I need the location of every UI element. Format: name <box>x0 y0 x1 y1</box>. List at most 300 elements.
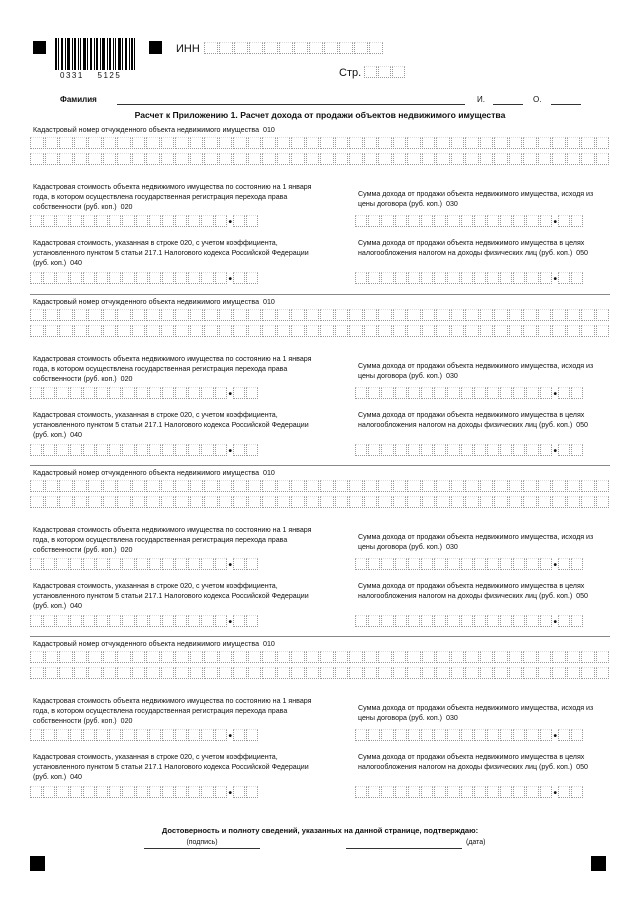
entry-cell[interactable] <box>436 153 450 165</box>
entry-cell[interactable] <box>523 651 537 663</box>
entry-cell[interactable] <box>201 444 213 456</box>
entry-cell[interactable] <box>215 387 227 399</box>
entry-cell[interactable] <box>43 272 55 284</box>
entry-cell[interactable] <box>45 667 59 679</box>
entry-cell[interactable] <box>215 215 227 227</box>
entry-cell[interactable] <box>393 496 407 508</box>
entry-cell[interactable] <box>277 153 291 165</box>
entry-cell[interactable] <box>109 444 121 456</box>
entry-cell[interactable] <box>136 272 148 284</box>
entry-cell[interactable] <box>161 651 175 663</box>
entry-cell[interactable] <box>149 786 161 798</box>
entry-cell[interactable] <box>188 272 200 284</box>
entry-cell[interactable] <box>474 786 486 798</box>
entry-cell[interactable] <box>201 272 213 284</box>
entry-cell[interactable] <box>558 729 570 741</box>
entry-cell[interactable] <box>571 729 583 741</box>
entry-cell[interactable] <box>395 272 407 284</box>
entry-cell[interactable] <box>540 729 552 741</box>
entry-cell[interactable] <box>190 651 204 663</box>
entry-cell[interactable] <box>540 215 552 227</box>
entry-cell[interactable] <box>103 480 117 492</box>
entry-cell[interactable] <box>552 496 566 508</box>
entry-cell[interactable] <box>88 153 102 165</box>
entry-cell[interactable] <box>201 387 213 399</box>
entry-cell[interactable] <box>434 786 446 798</box>
entry-cell[interactable] <box>571 444 583 456</box>
entry-cell[interactable] <box>219 325 233 337</box>
entry-cell[interactable] <box>45 137 59 149</box>
entry-cell[interactable] <box>480 651 494 663</box>
entry-cell[interactable] <box>349 325 363 337</box>
entry-cell[interactable] <box>523 325 537 337</box>
entry-cell[interactable] <box>233 615 245 627</box>
entry-cell[interactable] <box>103 137 117 149</box>
entry-cell[interactable] <box>494 667 508 679</box>
entry-cell[interactable] <box>136 215 148 227</box>
entry-cell[interactable] <box>434 215 446 227</box>
entry-cell[interactable] <box>487 272 499 284</box>
entry-cell[interactable] <box>364 480 378 492</box>
entry-cell[interactable] <box>526 387 538 399</box>
entry-cell[interactable] <box>246 387 258 399</box>
entry-cell[interactable] <box>335 325 349 337</box>
entry-cell[interactable] <box>149 558 161 570</box>
entry-cell[interactable] <box>201 786 213 798</box>
entry-cell[interactable] <box>146 496 160 508</box>
entry-cell[interactable] <box>161 153 175 165</box>
entry-cell[interactable] <box>407 651 421 663</box>
entry-cell[interactable] <box>201 558 213 570</box>
entry-cell[interactable] <box>136 444 148 456</box>
entry-cell[interactable] <box>59 480 73 492</box>
entry-cell[interactable] <box>306 325 320 337</box>
entry-cell[interactable] <box>320 309 334 321</box>
entry-cell[interactable] <box>596 137 610 149</box>
entry-cell[interactable] <box>474 615 486 627</box>
entry-cell[interactable] <box>219 309 233 321</box>
entry-cell[interactable] <box>392 66 405 78</box>
entry-cell[interactable] <box>188 558 200 570</box>
entry-cell[interactable] <box>422 480 436 492</box>
entry-cell[interactable] <box>487 558 499 570</box>
entry-cell[interactable] <box>567 651 581 663</box>
entry-cell[interactable] <box>381 387 393 399</box>
entry-cell[interactable] <box>538 137 552 149</box>
entry-cell[interactable] <box>70 729 82 741</box>
contract-income-field[interactable] <box>355 729 584 741</box>
entry-cell[interactable] <box>581 667 595 679</box>
entry-cell[interactable] <box>233 558 245 570</box>
entry-cell[interactable] <box>246 615 258 627</box>
entry-cell[interactable] <box>408 558 420 570</box>
entry-cell[interactable] <box>540 558 552 570</box>
entry-cell[interactable] <box>552 325 566 337</box>
entry-cell[interactable] <box>552 651 566 663</box>
entry-cell[interactable] <box>74 153 88 165</box>
entry-cell[interactable] <box>219 153 233 165</box>
entry-cell[interactable] <box>306 667 320 679</box>
entry-cell[interactable] <box>70 558 82 570</box>
entry-cell[interactable] <box>175 729 187 741</box>
entry-cell[interactable] <box>378 153 392 165</box>
entry-cell[interactable] <box>461 615 473 627</box>
entry-cell[interactable] <box>204 309 218 321</box>
entry-cell[interactable] <box>248 309 262 321</box>
entry-cell[interactable] <box>96 444 108 456</box>
entry-cell[interactable] <box>30 444 42 456</box>
entry-cell[interactable] <box>447 615 459 627</box>
entry-cell[interactable] <box>422 496 436 508</box>
entry-cell[interactable] <box>451 480 465 492</box>
entry-cell[interactable] <box>246 558 258 570</box>
entry-cell[interactable] <box>30 558 42 570</box>
entry-cell[interactable] <box>571 215 583 227</box>
entry-cell[interactable] <box>56 786 68 798</box>
entry-cell[interactable] <box>509 137 523 149</box>
entry-cell[interactable] <box>45 496 59 508</box>
entry-cell[interactable] <box>451 153 465 165</box>
entry-cell[interactable] <box>451 651 465 663</box>
entry-cell[interactable] <box>291 153 305 165</box>
entry-cell[interactable] <box>513 729 525 741</box>
entry-cell[interactable] <box>596 309 610 321</box>
entry-cell[interactable] <box>407 309 421 321</box>
cadastral-number-field[interactable] <box>30 480 610 492</box>
entry-cell[interactable] <box>581 137 595 149</box>
entry-cell[interactable] <box>393 325 407 337</box>
entry-cell[interactable] <box>393 153 407 165</box>
entry-cell[interactable] <box>291 325 305 337</box>
entry-cell[interactable] <box>596 480 610 492</box>
entry-cell[interactable] <box>262 325 276 337</box>
entry-cell[interactable] <box>306 153 320 165</box>
entry-cell[interactable] <box>277 651 291 663</box>
entry-cell[interactable] <box>162 615 174 627</box>
entry-cell[interactable] <box>117 651 131 663</box>
entry-cell[interactable] <box>434 558 446 570</box>
entry-cell[interactable] <box>513 444 525 456</box>
entry-cell[interactable] <box>447 729 459 741</box>
entry-cell[interactable] <box>465 496 479 508</box>
entry-cell[interactable] <box>381 615 393 627</box>
entry-cell[interactable] <box>103 667 117 679</box>
entry-cell[interactable] <box>558 272 570 284</box>
entry-cell[interactable] <box>364 66 377 78</box>
entry-cell[interactable] <box>540 272 552 284</box>
entry-cell[interactable] <box>83 215 95 227</box>
entry-cell[interactable] <box>291 309 305 321</box>
entry-cell[interactable] <box>162 272 174 284</box>
date-field[interactable] <box>346 848 462 849</box>
entry-cell[interactable] <box>364 325 378 337</box>
entry-cell[interactable] <box>215 558 227 570</box>
entry-cell[interactable] <box>538 651 552 663</box>
entry-cell[interactable] <box>175 615 187 627</box>
entry-cell[interactable] <box>465 651 479 663</box>
entry-cell[interactable] <box>132 309 146 321</box>
entry-cell[interactable] <box>70 215 82 227</box>
entry-cell[interactable] <box>149 272 161 284</box>
cadastral-number-field-continued[interactable] <box>30 153 610 165</box>
entry-cell[interactable] <box>526 272 538 284</box>
entry-cell[interactable] <box>461 729 473 741</box>
entry-cell[interactable] <box>474 729 486 741</box>
entry-cell[interactable] <box>30 325 44 337</box>
entry-cell[interactable] <box>88 496 102 508</box>
entry-cell[interactable] <box>526 558 538 570</box>
cadastral-number-field[interactable] <box>30 137 610 149</box>
entry-cell[interactable] <box>500 215 512 227</box>
entry-cell[interactable] <box>175 651 189 663</box>
entry-cell[interactable] <box>571 786 583 798</box>
entry-cell[interactable] <box>246 272 258 284</box>
entry-cell[interactable] <box>248 651 262 663</box>
entry-cell[interactable] <box>83 558 95 570</box>
entry-cell[interactable] <box>581 309 595 321</box>
entry-cell[interactable] <box>421 444 433 456</box>
entry-cell[interactable] <box>45 153 59 165</box>
entry-cell[interactable] <box>567 496 581 508</box>
entry-cell[interactable] <box>233 215 245 227</box>
entry-cell[interactable] <box>201 615 213 627</box>
entry-cell[interactable] <box>474 444 486 456</box>
entry-cell[interactable] <box>161 309 175 321</box>
entry-cell[interactable] <box>494 153 508 165</box>
entry-cell[interactable] <box>264 42 278 54</box>
entry-cell[interactable] <box>421 615 433 627</box>
entry-cell[interactable] <box>408 729 420 741</box>
entry-cell[interactable] <box>70 272 82 284</box>
entry-cell[interactable] <box>136 786 148 798</box>
entry-cell[interactable] <box>162 444 174 456</box>
entry-cell[interactable] <box>83 272 95 284</box>
entry-cell[interactable] <box>132 480 146 492</box>
entry-cell[interactable] <box>122 215 134 227</box>
entry-cell[interactable] <box>175 387 187 399</box>
entry-cell[interactable] <box>451 309 465 321</box>
entry-cell[interactable] <box>306 651 320 663</box>
entry-cell[interactable] <box>421 272 433 284</box>
entry-cell[interactable] <box>122 387 134 399</box>
entry-cell[interactable] <box>513 558 525 570</box>
entry-cell[interactable] <box>233 444 245 456</box>
entry-cell[interactable] <box>480 496 494 508</box>
entry-cell[interactable] <box>355 786 367 798</box>
entry-cell[interactable] <box>461 786 473 798</box>
entry-cell[interactable] <box>461 444 473 456</box>
entry-cell[interactable] <box>487 387 499 399</box>
entry-cell[interactable] <box>523 480 537 492</box>
entry-cell[interactable] <box>43 786 55 798</box>
entry-cell[interactable] <box>436 309 450 321</box>
cadastral-number-field[interactable] <box>30 309 610 321</box>
entry-cell[interactable] <box>277 496 291 508</box>
entry-cell[interactable] <box>465 667 479 679</box>
taxable-income-field[interactable] <box>355 615 584 627</box>
entry-cell[interactable] <box>103 325 117 337</box>
entry-cell[interactable] <box>355 558 367 570</box>
entry-cell[interactable] <box>335 651 349 663</box>
entry-cell[interactable] <box>422 651 436 663</box>
entry-cell[interactable] <box>291 137 305 149</box>
entry-cell[interactable] <box>461 558 473 570</box>
entry-cell[interactable] <box>161 325 175 337</box>
entry-cell[interactable] <box>190 309 204 321</box>
entry-cell[interactable] <box>146 667 160 679</box>
initial-i-field[interactable] <box>493 104 523 105</box>
entry-cell[interactable] <box>349 153 363 165</box>
entry-cell[interactable] <box>581 325 595 337</box>
entry-cell[interactable] <box>378 667 392 679</box>
entry-cell[interactable] <box>233 272 245 284</box>
entry-cell[interactable] <box>355 615 367 627</box>
entry-cell[interactable] <box>233 137 247 149</box>
entry-cell[interactable] <box>451 496 465 508</box>
entry-cell[interactable] <box>204 42 218 54</box>
entry-cell[interactable] <box>188 615 200 627</box>
entry-cell[interactable] <box>526 729 538 741</box>
entry-cell[interactable] <box>509 496 523 508</box>
entry-cell[interactable] <box>74 496 88 508</box>
entry-cell[interactable] <box>175 325 189 337</box>
entry-cell[interactable] <box>70 444 82 456</box>
entry-cell[interactable] <box>378 325 392 337</box>
entry-cell[interactable] <box>436 480 450 492</box>
entry-cell[interactable] <box>436 496 450 508</box>
entry-cell[interactable] <box>117 325 131 337</box>
entry-cell[interactable] <box>291 651 305 663</box>
entry-cell[interactable] <box>349 309 363 321</box>
entry-cell[interactable] <box>74 309 88 321</box>
entry-cell[interactable] <box>30 615 42 627</box>
entry-cell[interactable] <box>56 615 68 627</box>
entry-cell[interactable] <box>339 42 353 54</box>
entry-cell[interactable] <box>509 480 523 492</box>
entry-cell[interactable] <box>122 786 134 798</box>
entry-cell[interactable] <box>421 215 433 227</box>
entry-cell[interactable] <box>30 153 44 165</box>
entry-cell[interactable] <box>30 667 44 679</box>
entry-cell[interactable] <box>43 729 55 741</box>
entry-cell[interactable] <box>45 480 59 492</box>
entry-cell[interactable] <box>513 786 525 798</box>
entry-cell[interactable] <box>30 786 42 798</box>
entry-cell[interactable] <box>88 480 102 492</box>
entry-cell[interactable] <box>190 667 204 679</box>
entry-cell[interactable] <box>422 153 436 165</box>
entry-cell[interactable] <box>378 651 392 663</box>
entry-cell[interactable] <box>234 42 248 54</box>
entry-cell[interactable] <box>161 480 175 492</box>
entry-cell[interactable] <box>96 786 108 798</box>
entry-cell[interactable] <box>132 325 146 337</box>
cadastral-value-field[interactable] <box>30 558 259 570</box>
entry-cell[interactable] <box>335 667 349 679</box>
contract-income-field[interactable] <box>355 558 584 570</box>
entry-cell[interactable] <box>558 615 570 627</box>
entry-cell[interactable] <box>161 667 175 679</box>
entry-cell[interactable] <box>59 153 73 165</box>
entry-cell[interactable] <box>294 42 308 54</box>
page-number-field[interactable] <box>364 66 406 78</box>
entry-cell[interactable] <box>262 137 276 149</box>
entry-cell[interactable] <box>434 729 446 741</box>
entry-cell[interactable] <box>408 387 420 399</box>
entry-cell[interactable] <box>407 667 421 679</box>
entry-cell[interactable] <box>465 309 479 321</box>
entry-cell[interactable] <box>175 215 187 227</box>
entry-cell[interactable] <box>88 137 102 149</box>
entry-cell[interactable] <box>204 325 218 337</box>
entry-cell[interactable] <box>349 651 363 663</box>
entry-cell[interactable] <box>30 496 44 508</box>
entry-cell[interactable] <box>109 387 121 399</box>
entry-cell[interactable] <box>96 558 108 570</box>
entry-cell[interactable] <box>188 729 200 741</box>
entry-cell[interactable] <box>523 667 537 679</box>
entry-cell[interactable] <box>381 444 393 456</box>
entry-cell[interactable] <box>175 272 187 284</box>
entry-cell[interactable] <box>581 496 595 508</box>
entry-cell[interactable] <box>149 387 161 399</box>
entry-cell[interactable] <box>43 387 55 399</box>
entry-cell[interactable] <box>540 786 552 798</box>
entry-cell[interactable] <box>219 667 233 679</box>
entry-cell[interactable] <box>434 272 446 284</box>
entry-cell[interactable] <box>117 153 131 165</box>
entry-cell[interactable] <box>30 651 44 663</box>
entry-cell[interactable] <box>291 496 305 508</box>
entry-cell[interactable] <box>526 444 538 456</box>
entry-cell[interactable] <box>215 786 227 798</box>
entry-cell[interactable] <box>567 309 581 321</box>
entry-cell[interactable] <box>277 667 291 679</box>
entry-cell[interactable] <box>395 387 407 399</box>
entry-cell[interactable] <box>190 496 204 508</box>
entry-cell[interactable] <box>262 480 276 492</box>
entry-cell[interactable] <box>149 615 161 627</box>
entry-cell[interactable] <box>56 272 68 284</box>
entry-cell[interactable] <box>395 215 407 227</box>
entry-cell[interactable] <box>513 387 525 399</box>
entry-cell[interactable] <box>188 444 200 456</box>
entry-cell[interactable] <box>436 325 450 337</box>
entry-cell[interactable] <box>136 729 148 741</box>
entry-cell[interactable] <box>408 215 420 227</box>
entry-cell[interactable] <box>201 215 213 227</box>
entry-cell[interactable] <box>109 729 121 741</box>
entry-cell[interactable] <box>96 387 108 399</box>
entry-cell[interactable] <box>122 444 134 456</box>
entry-cell[interactable] <box>162 558 174 570</box>
entry-cell[interactable] <box>461 215 473 227</box>
entry-cell[interactable] <box>509 325 523 337</box>
entry-cell[interactable] <box>30 137 44 149</box>
entry-cell[interactable] <box>309 42 323 54</box>
entry-cell[interactable] <box>246 444 258 456</box>
surname-field[interactable] <box>117 104 465 105</box>
entry-cell[interactable] <box>201 729 213 741</box>
entry-cell[interactable] <box>45 651 59 663</box>
entry-cell[interactable] <box>83 786 95 798</box>
contract-income-field[interactable] <box>355 215 584 227</box>
entry-cell[interactable] <box>513 272 525 284</box>
entry-cell[interactable] <box>277 480 291 492</box>
entry-cell[interactable] <box>581 651 595 663</box>
entry-cell[interactable] <box>487 444 499 456</box>
entry-cell[interactable] <box>233 496 247 508</box>
